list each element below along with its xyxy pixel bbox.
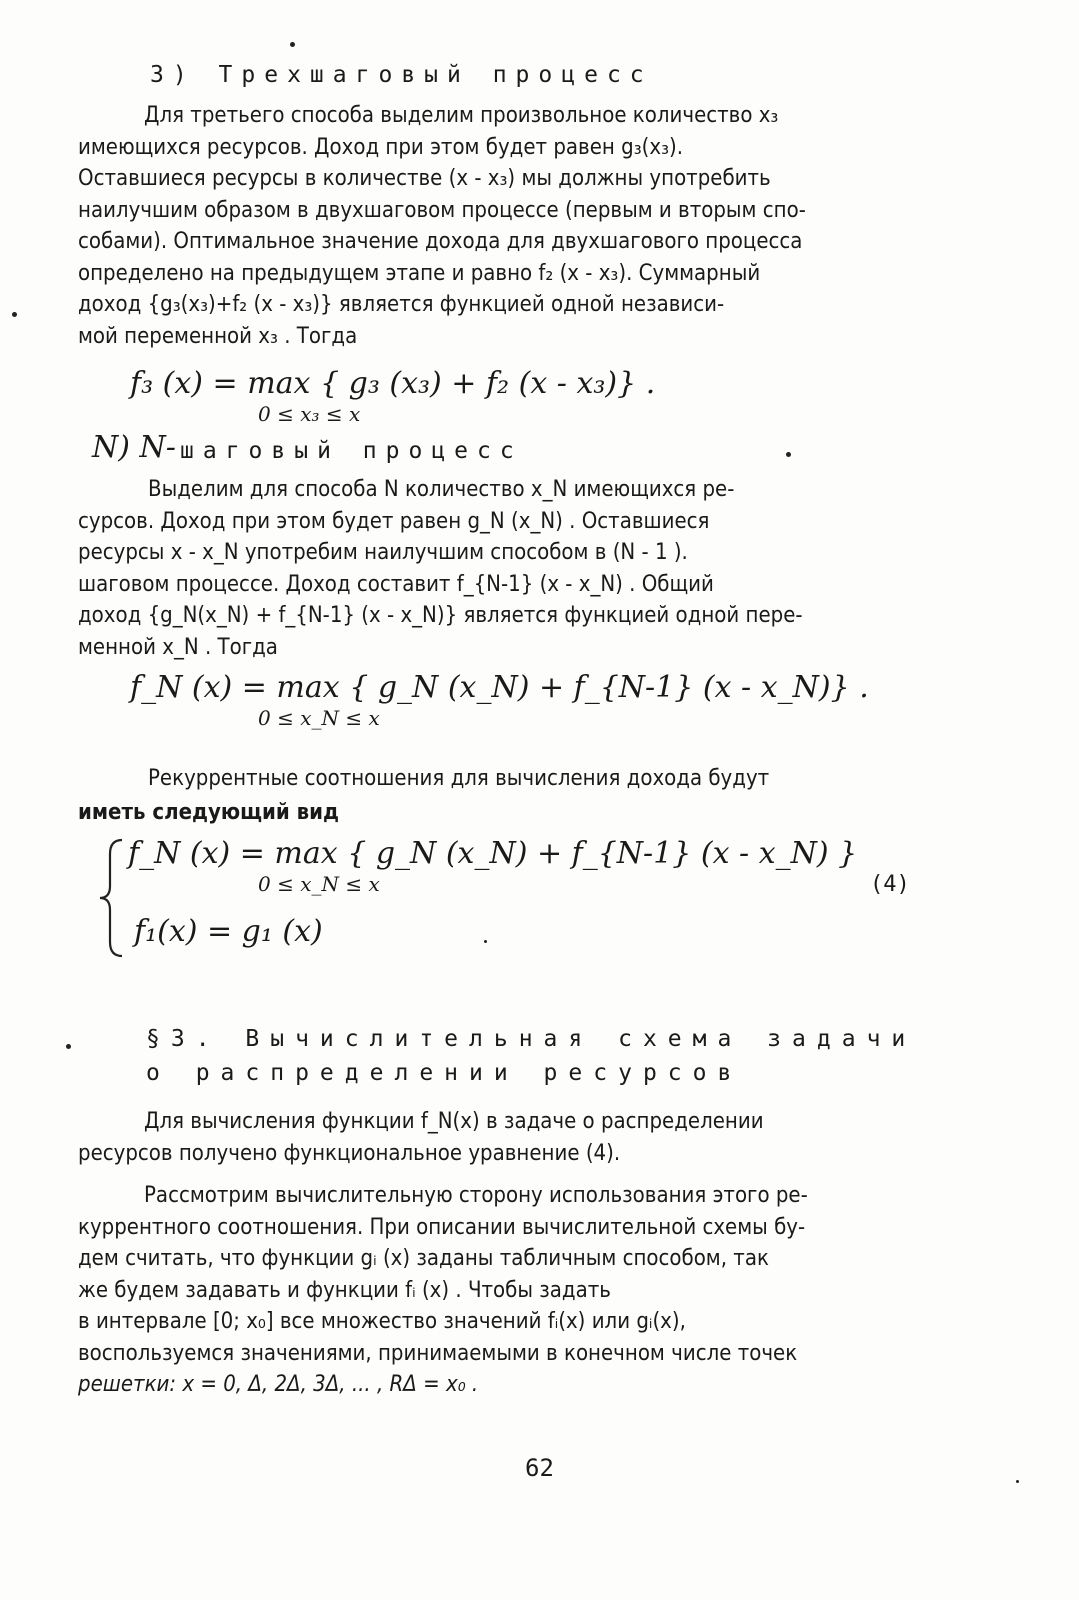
- formula-fN: f_N (x) = max { g_N (x_N) + f_{N-1} (x - x_N)} .: [130, 670, 869, 705]
- p1-line-2: имеющихся ресурсов. Доход при этом будет равен g₃(x₃).: [78, 134, 683, 160]
- p5-line-4: же будем задавать и функции fᵢ (x) . Чтобы задать: [78, 1277, 611, 1303]
- paragraph-N-step: [78, 474, 998, 663]
- system-equation-1: f_N (x) = max { g_N (x_N) + f_{N-1} (x - x_N) }: [128, 836, 858, 871]
- paragraph-computational-scheme: [78, 1180, 998, 1401]
- p1-line-6: определено на предыдущем этапе и равно f₂ (x - x₃). Суммарный: [78, 260, 761, 286]
- p2-line-3: ресурсы x - x_N употребим наилучшим способом в (N - 1 ).: [78, 540, 688, 565]
- scan-speck: [12, 312, 17, 317]
- recurrence-intro-line-1: Рекуррентные соотношения для вычисления дохода будут: [148, 766, 770, 791]
- scan-speck: [786, 452, 791, 457]
- left-brace-icon: [98, 838, 126, 958]
- p1-line-5: собами). Оптимальное значение дохода для двухшагового процесса: [78, 229, 803, 254]
- section-N-heading-text: шаговый процесс: [180, 438, 523, 464]
- paragraph-functional-equation: [78, 1106, 998, 1169]
- p4-line-2: ресурсов получено функциональное уравнение (4).: [78, 1140, 621, 1166]
- section-N-heading-prefix: N) N-: [92, 430, 176, 465]
- formula-f3: f₃ (x) = max { g₃ (x₃) + f₂ (x - x₃)} .: [130, 366, 656, 401]
- p1-line-7: доход {g₃(x₃)+f₂ (x - x₃)} является функцией одной независи-: [78, 292, 725, 317]
- p2-line-5: доход {g_N(x_N) + f_{N-1} (x - x_N)} является функцией одной пере-: [78, 603, 803, 628]
- p5-line-1: Рассмотрим вычислительную сторону использования этого ре-: [144, 1183, 808, 1208]
- page-number: 62: [525, 1454, 554, 1482]
- p1-line-3: Оставшиеся ресурсы в количестве (x - x₃) мы должны употребить: [78, 166, 771, 191]
- scan-speck: [290, 42, 295, 47]
- scan-speck: [1016, 1480, 1019, 1483]
- p5-line-3: дем считать, что функции gᵢ (x) заданы табличным способом, так: [78, 1246, 769, 1271]
- formula-fN-range: 0 ≤ x_N ≤ x: [258, 706, 380, 730]
- p1-line-8: мой переменной x₃ . Тогда: [78, 323, 358, 349]
- p5-line-7: решетки: x = 0, Δ, 2Δ, 3Δ, ... , RΔ = x₀ .: [78, 1372, 479, 1397]
- formula-f3-range: 0 ≤ x₃ ≤ x: [258, 402, 361, 426]
- p5-line-6: воспользуемся значениями, принимаемыми в конечном числе точек: [78, 1340, 798, 1366]
- section-3-step-heading: 3) Трехшаговый процесс: [150, 62, 653, 88]
- paragraph-three-step: [78, 100, 998, 352]
- equation-number: (4): [870, 872, 910, 897]
- section-3-title-line-1: §3. Вычислительная схема задачи: [146, 1026, 917, 1052]
- recurrence-intro-line-2: иметь следующий вид: [78, 800, 340, 825]
- system-equation-1-range: 0 ≤ x_N ≤ x: [258, 872, 380, 896]
- p2-line-4: шаговом процессе. Доход составит f_{N-1} (x - x_N) . Общий: [78, 571, 714, 597]
- p2-line-1: Выделим для способа N количество x_N имеющихся ре-: [148, 477, 735, 502]
- section-3-title-line-2: о распределении ресурсов: [146, 1060, 743, 1086]
- system-equation-2: f₁(x) = g₁ (x): [134, 914, 323, 949]
- scan-speck: [484, 940, 487, 943]
- scan-speck: [66, 1044, 71, 1049]
- p1-line-4: наилучшим образом в двухшаговом процессе (первым и вторым спо-: [78, 197, 806, 223]
- p4-line-1: Для вычисления функции f_N(x) в задаче о распределении: [144, 1109, 764, 1134]
- p5-line-5: в интервале [0; x₀] все множество значений fᵢ(x) или gᵢ(x),: [78, 1309, 686, 1334]
- p2-line-2: сурсов. Доход при этом будет равен g_N (x_N) . Оставшиеся: [78, 508, 710, 534]
- p1-line-1: Для третьего способа выделим произвольное количество x₃: [144, 103, 779, 128]
- p2-line-6: менной x_N . Тогда: [78, 634, 278, 660]
- p5-line-2: куррентного соотношения. При описании вычислительной схемы бу-: [78, 1214, 806, 1240]
